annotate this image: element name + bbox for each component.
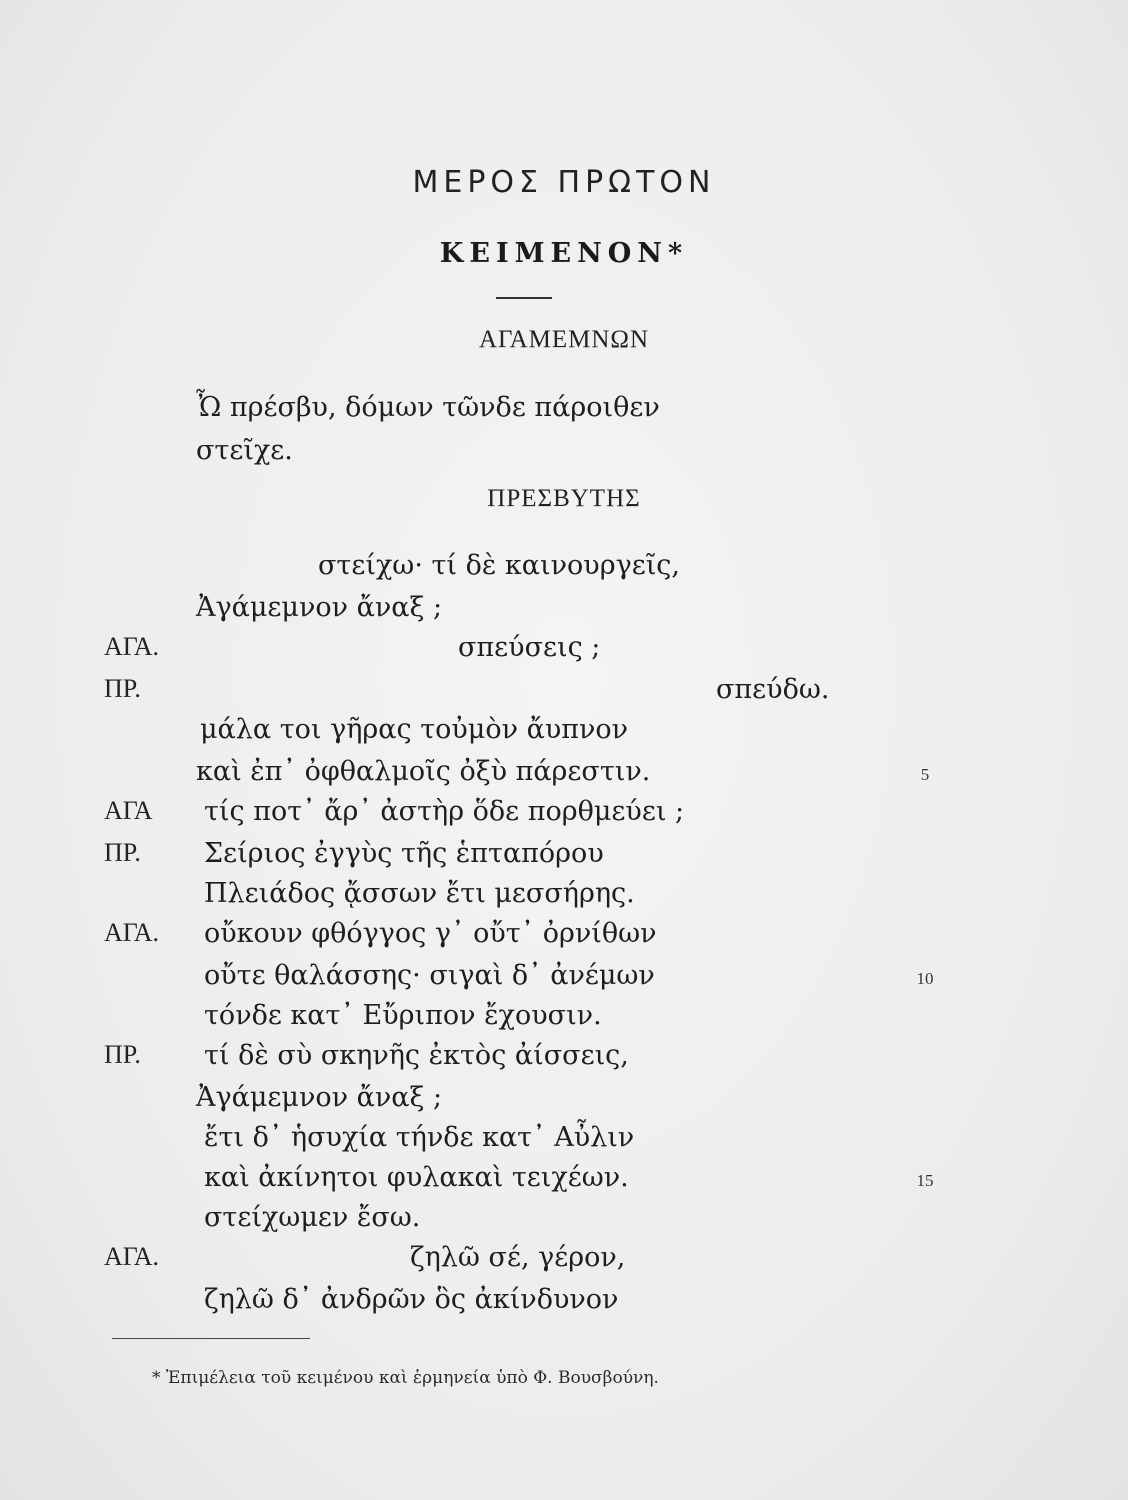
verse-line: οὔτε θαλάσσης· σιγαὶ δ᾽ ἀνέμων (204, 960, 655, 991)
verse-line: Πλειάδος ᾄσσων ἔτι μεσσήρης. (204, 878, 635, 909)
verse-line: καὶ ἐπ᾽ ὀφθαλμοῖς ὀξὺ πάρεστιν. (196, 756, 651, 787)
line-number: 15 (916, 1171, 934, 1190)
verse-line: Ὦ πρέσβυ, δόμων τῶνδε πάροιθεν (196, 392, 660, 423)
verse-line: τί δὲ σὺ σκηνῆς ἐκτὸς ἀίσσεις, (204, 1040, 629, 1071)
verse-line: στείχωμεν ἔσω. (204, 1202, 421, 1233)
verse-line: στεῖχε. (196, 435, 293, 466)
speaker-label: ΑΓΑ. (104, 1242, 160, 1271)
speaker-heading-agamemnon: ΑΓΑΜΕΜΝΩΝ (478, 326, 650, 353)
title-divider (496, 297, 552, 299)
verse-line: καὶ ἀκίνητοι φυλακαὶ τειχέων. (204, 1162, 629, 1193)
speaker-heading-presbytes: ΠΡΕΣΒΥΤΗΣ (487, 485, 641, 512)
verse-line: μάλα τοι γῆρας τοὐμὸν ἄυπνον (200, 714, 629, 745)
text-title: ΚΕΙΜΕΝΟΝ* (439, 238, 689, 269)
verse-line: Ἀγάμεμνον ἄναξ ; (196, 592, 443, 623)
verse-line: οὔκουν φθόγγος γ᾽ οὔτ᾽ ὀρνίθων (204, 918, 657, 949)
speaker-label: ΠΡ. (104, 1040, 141, 1069)
speaker-label: ΑΓΑ. (104, 918, 160, 947)
speaker-label: ΑΓΑ (104, 796, 153, 825)
speaker-label: ΠΡ. (104, 674, 141, 703)
line-number: 10 (916, 969, 934, 988)
verse-line: τίς ποτ᾽ ἄρ᾽ ἀστὴρ ὅδε πορθμεύει ; (204, 796, 685, 827)
verse-line: Ἀγάμεμνον ἄναξ ; (196, 1082, 443, 1113)
verse-line: σπεύσεις ; (458, 632, 601, 663)
verse-line: σπεύδω. (716, 674, 830, 705)
speaker-label: ΠΡ. (104, 838, 141, 867)
verse-line: τόνδε κατ᾽ Εὔριπον ἔχουσιν. (204, 1000, 602, 1031)
verse-line: Σείριος ἐγγὺς τῆς ἑπταπόρου (204, 838, 604, 869)
speaker-label: ΑΓΑ. (104, 632, 160, 661)
verse-line: στείχω· τί δὲ καινουργεῖς, (318, 550, 680, 581)
footnote-divider (112, 1338, 310, 1339)
verse-line: ζηλῶ σέ, γέρον, (410, 1242, 626, 1273)
line-number: 5 (920, 765, 930, 784)
footnote: * Ἐπιμέλεια τοῦ κειμένου καὶ ἑρμηνεία ὑπὸ Φ. Βουσβούνη. (152, 1368, 659, 1388)
verse-line: ἔτι δ᾽ ἡσυχία τήνδε κατ᾽ Αὖλιν (204, 1122, 635, 1153)
verse-line: ζηλῶ δ᾽ ἀνδρῶν ὃς ἀκίνδυνον (204, 1284, 619, 1315)
part-title: ΜΕΡΟΣ ΠΡΩΤΟΝ (412, 165, 716, 200)
